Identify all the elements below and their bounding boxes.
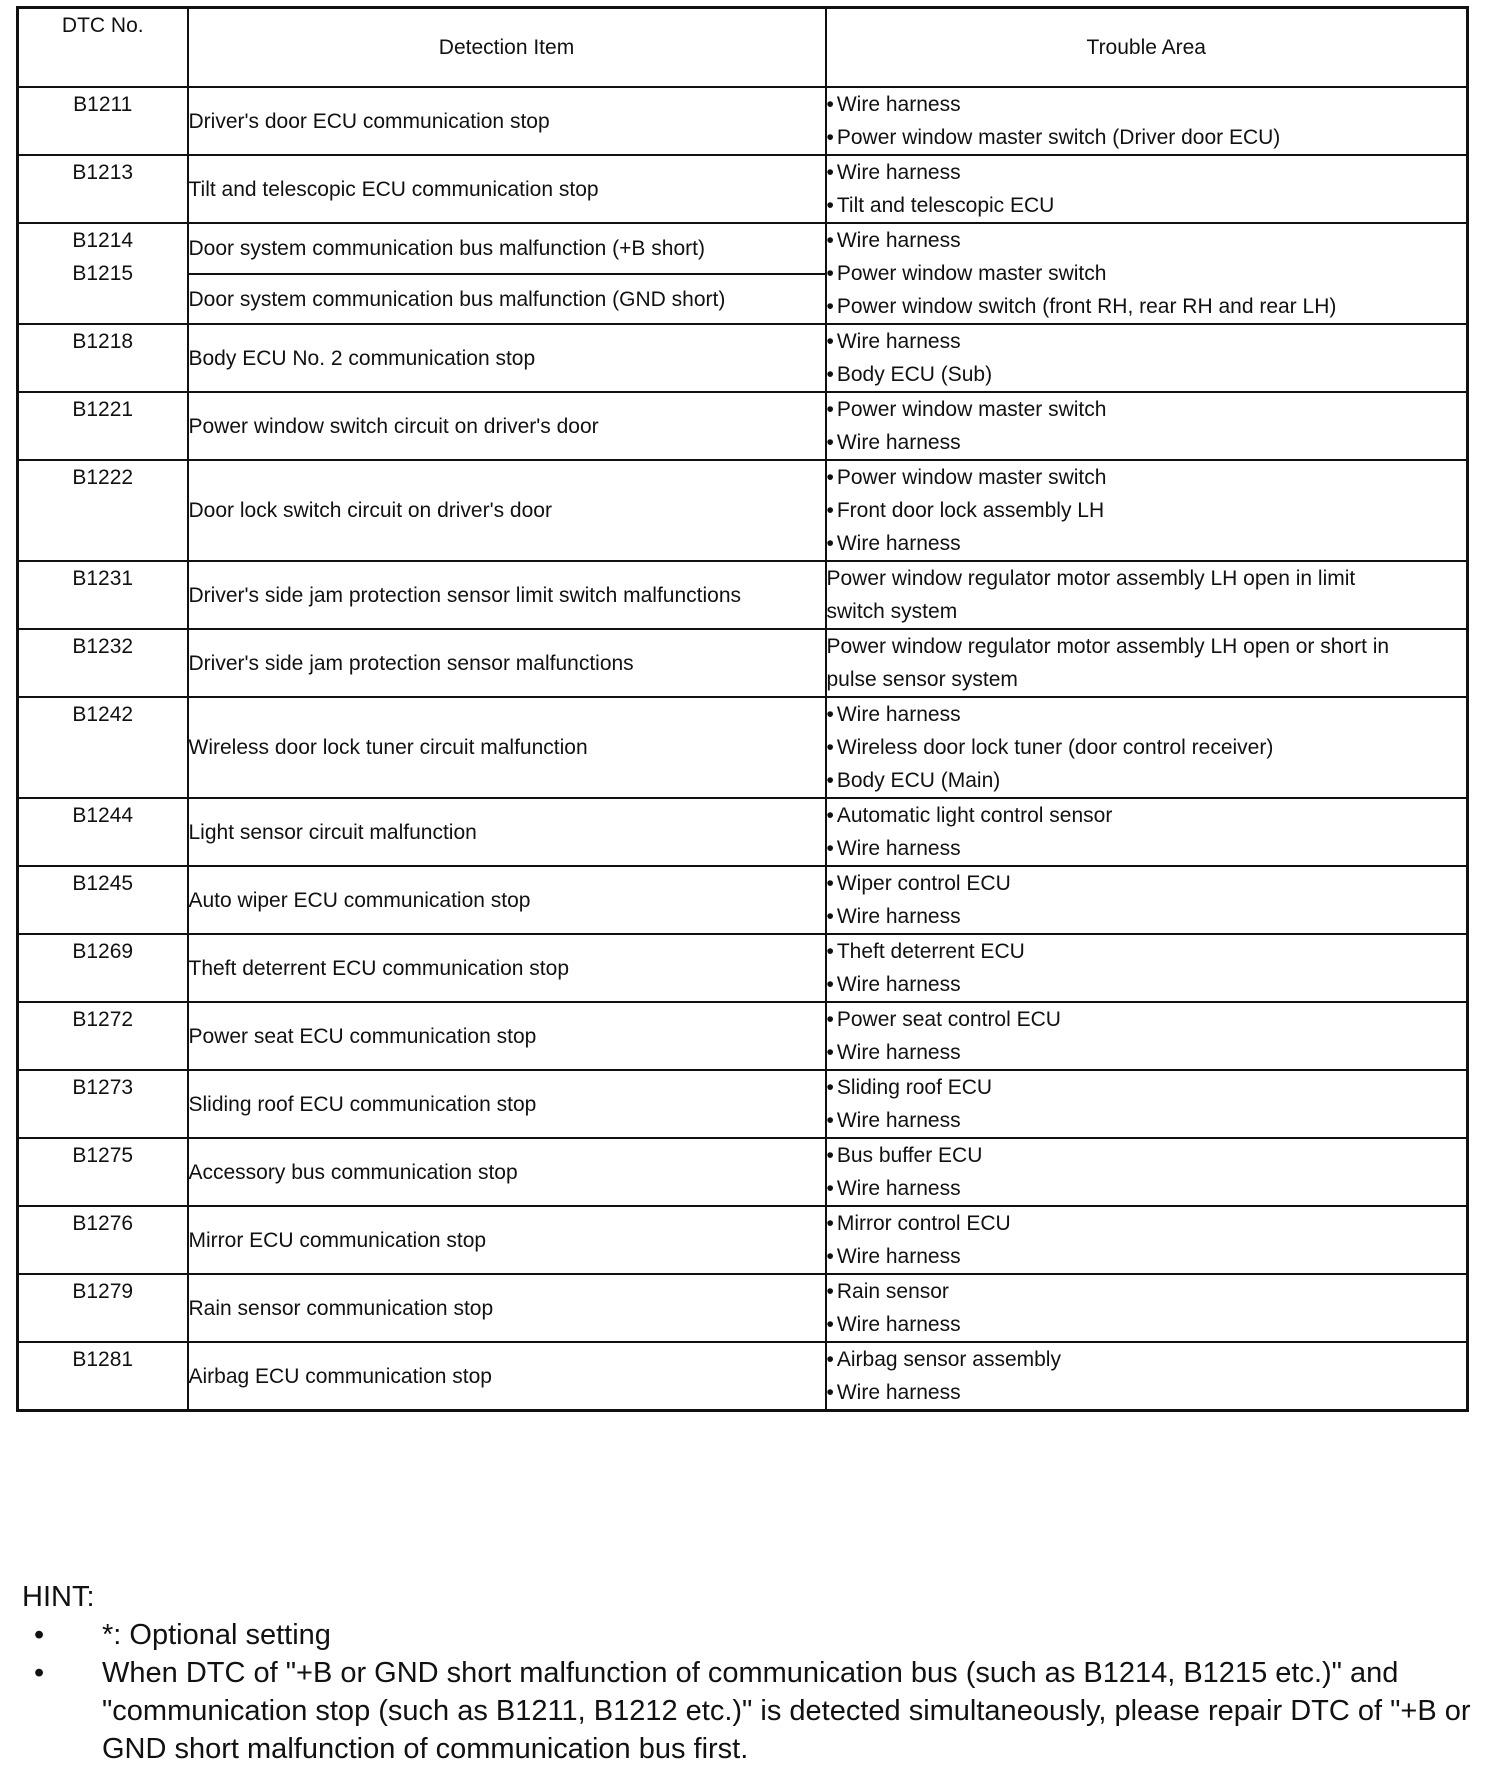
detection-item: Auto wiper ECU communication stop bbox=[188, 866, 826, 934]
trouble-area-item: • Power window master switch bbox=[827, 257, 1467, 290]
trouble-area-item: • Power window switch (front RH, rear RH and rear LH) bbox=[827, 290, 1467, 323]
dtc-code-cell bbox=[18, 697, 188, 798]
trouble-area-item: • Airbag sensor assembly bbox=[827, 1343, 1467, 1376]
trouble-area-cell bbox=[826, 223, 1468, 324]
trouble-area-item: • Wire harness bbox=[827, 698, 1467, 731]
header-trouble-area: Trouble Area bbox=[826, 8, 1468, 88]
dtc-code-cell bbox=[18, 1002, 188, 1070]
dtc-code: B1214 bbox=[72, 229, 134, 252]
hint-title: HINT: bbox=[22, 1581, 95, 1613]
hint-list bbox=[22, 1616, 1482, 1768]
trouble-area-item: • Theft deterrent ECU bbox=[827, 935, 1467, 968]
detection-item: Tilt and telescopic ECU communication stop bbox=[188, 155, 826, 223]
trouble-area-item: • Wire harness bbox=[827, 426, 1467, 459]
dtc-code: B1273 bbox=[72, 1076, 134, 1099]
dtc-code: B1211 bbox=[73, 93, 133, 116]
table-row bbox=[18, 1002, 1468, 1070]
dtc-code-cell bbox=[18, 324, 188, 392]
dtc-code: B1232 bbox=[72, 635, 134, 658]
detection-item: Theft deterrent ECU communication stop bbox=[188, 934, 826, 1002]
trouble-area-item: • Body ECU (Main) bbox=[827, 764, 1467, 797]
detection-item: Door system communication bus malfunction (GND short) bbox=[188, 274, 826, 324]
trouble-area-cell bbox=[826, 1002, 1468, 1070]
trouble-area-cell bbox=[826, 1206, 1468, 1274]
trouble-area-item: • Power seat control ECU bbox=[827, 1003, 1467, 1036]
table-row bbox=[18, 460, 1468, 561]
dtc-code-cell bbox=[18, 1342, 188, 1411]
trouble-area-item: • Wire harness bbox=[827, 1308, 1467, 1341]
trouble-area-item: • Wire harness bbox=[827, 156, 1467, 189]
detection-item: Wireless door lock tuner circuit malfunction bbox=[188, 697, 826, 798]
hint-item bbox=[22, 1616, 1482, 1654]
trouble-area-item: • Wire harness bbox=[827, 968, 1467, 1001]
dtc-code-cell bbox=[18, 460, 188, 561]
dtc-code: B1272 bbox=[72, 1008, 134, 1031]
trouble-area-cell bbox=[826, 1138, 1468, 1206]
trouble-area-item: • Automatic light control sensor bbox=[827, 799, 1467, 832]
table-row bbox=[18, 798, 1468, 866]
trouble-area-text: Power window regulator motor assembly LH open in limit bbox=[826, 567, 1356, 590]
bullet-icon: • bbox=[34, 1657, 45, 1689]
detection-item: Accessory bus communication stop bbox=[188, 1138, 826, 1206]
dtc-code-cell bbox=[18, 866, 188, 934]
trouble-area-text: Power window regulator motor assembly LH open or short in bbox=[826, 635, 1390, 658]
detection-item: Driver's door ECU communication stop bbox=[188, 87, 826, 155]
table-row bbox=[18, 87, 1468, 155]
dtc-code: B1269 bbox=[72, 940, 134, 963]
dtc-code-cell bbox=[18, 1138, 188, 1206]
trouble-area-cell bbox=[826, 1274, 1468, 1342]
trouble-area-cell bbox=[826, 1070, 1468, 1138]
trouble-area-cell bbox=[826, 87, 1468, 155]
dtc-code: B1242 bbox=[72, 703, 134, 726]
dtc-code: B1244 bbox=[72, 804, 134, 827]
detection-item: Door lock switch circuit on driver's door bbox=[188, 460, 826, 561]
trouble-area-item: • Wire harness bbox=[827, 832, 1467, 865]
trouble-area-item: • Wire harness bbox=[827, 88, 1467, 121]
trouble-area-cell bbox=[826, 324, 1468, 392]
trouble-area-cell bbox=[826, 460, 1468, 561]
table-row bbox=[18, 1206, 1468, 1274]
table-row bbox=[18, 629, 1468, 697]
dtc-code-cell bbox=[18, 392, 188, 460]
hint-text: *: Optional setting bbox=[102, 1619, 331, 1651]
detection-item: Door system communication bus malfunction (+B short) bbox=[188, 223, 826, 274]
dtc-code-cell bbox=[18, 629, 188, 697]
detection-item: Light sensor circuit malfunction bbox=[188, 798, 826, 866]
dtc-code: B1218 bbox=[72, 330, 134, 353]
trouble-area-cell bbox=[826, 798, 1468, 866]
trouble-area-item: • Wire harness bbox=[827, 900, 1467, 933]
bullet-icon: • bbox=[34, 1619, 45, 1651]
table-row bbox=[18, 934, 1468, 1002]
trouble-area-item: • Power window master switch bbox=[827, 461, 1467, 494]
trouble-area-cell bbox=[826, 934, 1468, 1002]
dtc-code: B1213 bbox=[72, 161, 134, 184]
detection-item: Driver's side jam protection sensor malfunctions bbox=[188, 629, 826, 697]
trouble-area-text: switch system bbox=[826, 600, 958, 623]
dtc-code: B1222 bbox=[72, 466, 134, 489]
table-row bbox=[18, 392, 1468, 460]
dtc-document bbox=[16, 6, 1466, 1412]
table-row bbox=[18, 561, 1468, 629]
trouble-area-item: • Wire harness bbox=[827, 527, 1467, 560]
dtc-code-cell bbox=[18, 1206, 188, 1274]
table-row bbox=[18, 866, 1468, 934]
trouble-area-text: pulse sensor system bbox=[826, 668, 1018, 691]
table-row bbox=[18, 324, 1468, 392]
table-row bbox=[18, 1070, 1468, 1138]
trouble-area-item: • Body ECU (Sub) bbox=[827, 358, 1467, 391]
dtc-code: B1279 bbox=[72, 1280, 134, 1303]
dtc-code-cell bbox=[18, 561, 188, 629]
trouble-area-item: • Wire harness bbox=[827, 1240, 1467, 1273]
trouble-area-cell bbox=[826, 1342, 1468, 1411]
table-row bbox=[18, 223, 1468, 274]
trouble-area-cell bbox=[826, 561, 1468, 629]
table-row bbox=[18, 1342, 1468, 1411]
dtc-code: B1275 bbox=[72, 1144, 134, 1167]
detection-item: Mirror ECU communication stop bbox=[188, 1206, 826, 1274]
trouble-area-item: • Wire harness bbox=[827, 325, 1467, 358]
detection-item: Airbag ECU communication stop bbox=[188, 1342, 826, 1411]
trouble-area-item: • Wire harness bbox=[827, 1376, 1467, 1409]
detection-item: Driver's side jam protection sensor limit switch malfunctions bbox=[188, 561, 826, 629]
hint-text: When DTC of "+B or GND short malfunction of communication bus (such as B1214, B1215 etc.)" and "communication stop (such as B1211, B1212 etc.)" is detected simultaneously, please repair DTC of "+B or GND short malfunction of communication bus first. bbox=[102, 1657, 1471, 1765]
trouble-area-item: • Wireless door lock tuner (door control receiver) bbox=[827, 731, 1467, 764]
detection-item: Body ECU No. 2 communication stop bbox=[188, 324, 826, 392]
trouble-area-cell bbox=[826, 392, 1468, 460]
trouble-area-item: • Sliding roof ECU bbox=[827, 1071, 1467, 1104]
dtc-code: B1221 bbox=[72, 398, 134, 421]
dtc-code: B1276 bbox=[72, 1212, 134, 1235]
dtc-code: B1245 bbox=[72, 872, 134, 895]
trouble-area-item: • Bus buffer ECU bbox=[827, 1139, 1467, 1172]
detection-item: Power window switch circuit on driver's door bbox=[188, 392, 826, 460]
dtc-code-cell bbox=[18, 223, 188, 324]
dtc-code: B1231 bbox=[72, 567, 134, 590]
trouble-area-item: • Rain sensor bbox=[827, 1275, 1467, 1308]
trouble-area-item: • Tilt and telescopic ECU bbox=[827, 189, 1467, 222]
dtc-code: B1281 bbox=[72, 1348, 134, 1371]
trouble-area-cell bbox=[826, 697, 1468, 798]
header-dtc-no: DTC No. bbox=[18, 8, 188, 88]
detection-item: Power seat ECU communication stop bbox=[188, 1002, 826, 1070]
table-row bbox=[18, 697, 1468, 798]
trouble-area-item: • Power window master switch (Driver door ECU) bbox=[827, 121, 1467, 154]
trouble-area-item: • Mirror control ECU bbox=[827, 1207, 1467, 1240]
trouble-area-item: • Wire harness bbox=[827, 1036, 1467, 1069]
detection-item: Rain sensor communication stop bbox=[188, 1274, 826, 1342]
trouble-area-item: • Front door lock assembly LH bbox=[827, 494, 1467, 527]
hint-section bbox=[22, 1578, 1482, 1768]
dtc-table bbox=[16, 6, 1469, 1412]
table-row bbox=[18, 155, 1468, 223]
dtc-code: B1215 bbox=[72, 262, 134, 285]
trouble-area-cell bbox=[826, 866, 1468, 934]
hint-item bbox=[22, 1654, 1482, 1768]
trouble-area-item: • Wiper control ECU bbox=[827, 867, 1467, 900]
dtc-code-cell bbox=[18, 1070, 188, 1138]
detection-item: Sliding roof ECU communication stop bbox=[188, 1070, 826, 1138]
dtc-code-cell bbox=[18, 1274, 188, 1342]
dtc-code-cell bbox=[18, 798, 188, 866]
header-detection-item: Detection Item bbox=[188, 8, 826, 88]
dtc-code-cell bbox=[18, 155, 188, 223]
table-header-row bbox=[18, 8, 1468, 88]
trouble-area-cell bbox=[826, 629, 1468, 697]
dtc-code-cell bbox=[18, 934, 188, 1002]
table-row bbox=[18, 1138, 1468, 1206]
trouble-area-item: • Wire harness bbox=[827, 224, 1467, 257]
table-row bbox=[18, 1274, 1468, 1342]
trouble-area-cell bbox=[826, 155, 1468, 223]
trouble-area-item: • Wire harness bbox=[827, 1172, 1467, 1205]
trouble-area-item: • Wire harness bbox=[827, 1104, 1467, 1137]
dtc-code-cell bbox=[18, 87, 188, 155]
trouble-area-item: • Power window master switch bbox=[827, 393, 1467, 426]
